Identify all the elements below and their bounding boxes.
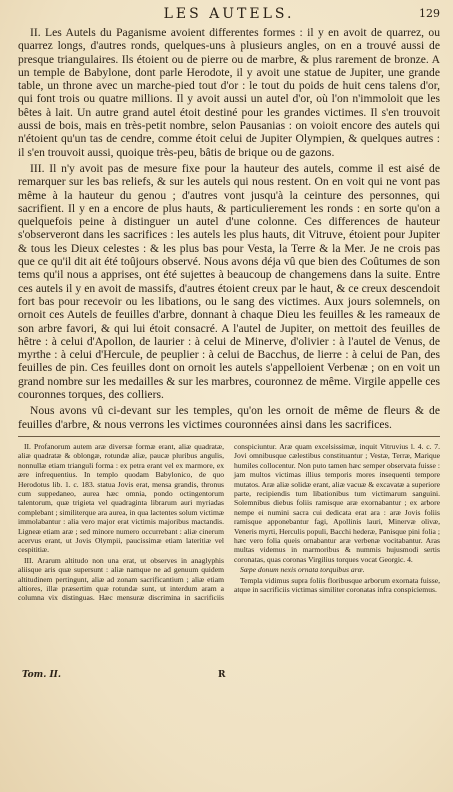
volume-label: Tom. II. [22,669,62,680]
paragraph-ii: II. Les Autels du Paganisme avoient differentes formes : il y en avoit de quarrez, ou quarrez longs, d'autres ronds, quelques-uns à plusieurs angles, on en a trouvé aussi de presque triangulaires. Ils étoient ou de pierre ou de marbre, & plus rarement de bronze. A un temple de Babylone, dont parle Herodote, il y avoit une statue de Jupiter, une grande table, un throne avec un marche-pied tout d'or : le tout du poids de huit cens talens d'or, qui font trois ou quatre millions. Il y avoit aussi un autel d'or, où l'on n'immoloit que les bêtes à lait. Un autre grand autel étoit destiné pour les grandes victimes. Il s'en trouvoit aussi de bois, mais en très-petit nombre, selon Pausanias : on voioit encore des autels qui n'étoient qu'un tas de cendre, comme étoit celui de Jupiter Olympien, & quelques autres : il s'en trouvoit aussi, quoique très-peu, bâtis de brique ou de gazons. [18,26,440,159]
note-ii: II. Profanorum autem aræ diversæ formæ erant, aliæ quadratæ, aliæ quadratæ & oblongæ, rotundæ aliæ, paucæ pluribus angulis, nonnullæ etiam trianguli forma : ex petra erant vel ex marmore, ex ære infrequentius. In templo quodam Babylonico, de quo Herodotus lib. 1. c. 183. statua Jovis erat, mensa grandis, thronus cum suppedaneo, aurea hæc omnia, pondo octingentorum talentorum, quæ trigieta vel quadraginta librarum auri myriadas complebant ; similiterque ara aurea, in qua lactentes solum victimæ immolabantur : alia vero major erat victimis majoribus mactandis. Ligneæ etiam aræ ; sed minore numero occurrebant : aliæ cinerum acervus erant, ut Jovis Olympii, paucissimæ etiam lateritiæ vel cespititiæ. [18,441,224,555]
footnote-separator [18,436,440,437]
note-iii: III. Ararum altitudo non una erat, ut observes in anaglyphis aliisque aris quæ supersunt : aliæ namque ne ad genuum quidem altitudinem pertingunt, aliæ ad zonam sacrificantium ; aliæ etiam altiores, illæ præsertim quæ rotundæ sunt, ut interdum aram a columna vix distinguas. Hæc mensuræ discrimina in sacrificiis conspiciuntur. Aræ quam excelsissimæ, inquit Vitruvius l. 4. c. 7. Jovi omnibusque cælestibus constituantur ; Vestæ, Terræ, Marique humiles collocentur. Non puto tamen hæc semper observata fuisse : jam multos victimas illius temporis mores insequenti tempore mutatos. Aræ aliæ solidæ erant, aliæ vacuæ & excavatæ a superiore parte, recipiendis tum libationibus tum victimarum sanguini. Solemnibus diebus foliis ramisque aræ exornabantur ; ex arbore nempe ei numini sacra cui dedicata erat ara : aræ Jovis foliis ramisque apponebantur fagi, Apollinis lauri, Minervæ olivæ, Veneris myrti, Herculis populi, Bacchi hederæ, Panisque pini folia ; hæc vero folia queis ornabantur aræ verbenæ vocitabantur. Aras multas videmus in marmoribus & nummis hujusmodi sertis coronatas, quas coronas Virgilius torques vocat Georgic. 4. [18,441,440,603]
note-verse: Sæpe donum nexis ornata torquibus aræ. [240,565,365,575]
signature-mark: R [218,669,226,680]
main-text [18,26,440,431]
latin-notes [18,442,440,670]
page-footer [18,670,440,684]
page-number: 129 [419,7,440,20]
paragraph-closing: Nous avons vû ci-devant sur les temples, qu'on les ornoit de même de fleurs & de feuilles d'arbre, & nous verrons les victimes couronnées ainsi dans les sacrifices. [18,404,440,431]
running-title: LES AUTELS. [163,6,295,22]
paragraph-iii: III. Il n'y avoit pas de mesure fixe pour la hauteur des autels, comme il est aisé de remarquer sur les bas reliefs, & sur les autels qui nous restent. On en voit qui ne vont pas même à la hauteur du genou ; d'autres vont jusqu'à la ceinture des personnes, qui sacrifient. Il y en a encore de plus hauts, & particulierement les ronds : en sorte qu'on a quelquefois peine à distinguer un autel d'une colonne. Ces differences de hauteur s'observeront dans les sacrifices : les autels les plus hauts, dit Vitruve, étoient pour Jupiter & tous les Dieux celestes : & les plus bas pour Vesta, la Terre & la Mer. Je ne crois pas que ce qu'il dit ait été toûjours observé. Nous avons déja vû que bien des Coûtumes de son tems qu'il nous a apprises, ont été sujettes à beaucoup de changemens dans la suite. Entre ces autels il y en avoit de massifs, d'autres étoient creux par le haut, & ce creux descendoit fort bas pour recevoir ou les libations, ou le sang des victimes. Aux jours solemnels, on ornoit ces Autels de feuilles d'arbre, donnant à chaque Dieu les feuilles & les rameaux de son arbre favori, & qui lui étoit consacré. A l'autel de Jupiter, on mettoit des feuilles de hêtre : à celui d'Apollon, de laurier : à celui de Minerve, d'olivier : à l'autel de Venus, de myrthe : à celui d'Hercule, de peuplier : à celui de Bacchus, de lierre : à celui de Pan, des feuilles de pin. Ces feuilles dont on ornoit les autels s'appelloient Verbenæ ; on en voit un grand nombre sur les medailles & sur les marbres, couronnez de même. Virgile appelle ces couronnes torques, des colliers. [18,161,440,402]
running-header [18,0,440,26]
note-closing: Templa vidimus supra foliis floribusque arborum exornata fuisse, atque in sacrificiis victimas similiter coronatas infra conspiciemus. [234,575,440,594]
